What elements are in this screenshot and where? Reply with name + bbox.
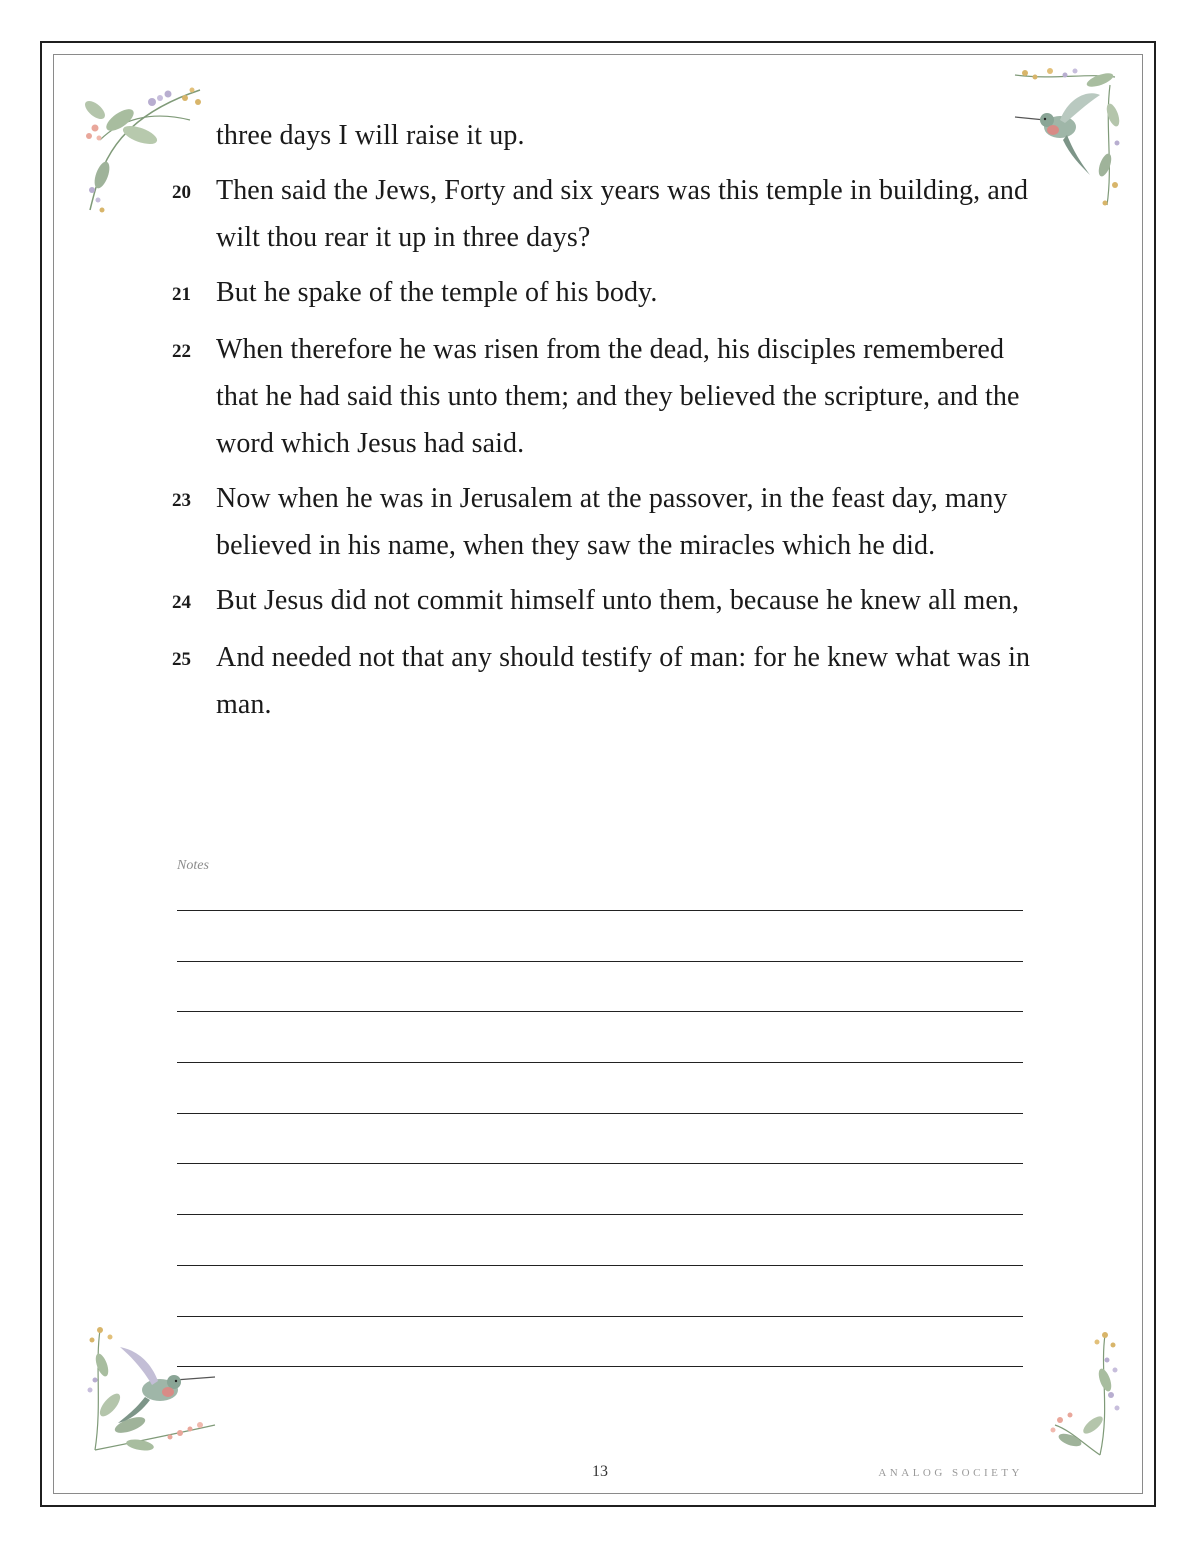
verse-text: And needed not that any should testify of man: for he knew what was in man. bbox=[216, 642, 1031, 720]
verse-text: three days I will raise it up. bbox=[216, 120, 525, 151]
note-line[interactable] bbox=[177, 1366, 1023, 1367]
note-line[interactable] bbox=[177, 1113, 1023, 1114]
note-line[interactable] bbox=[177, 1316, 1023, 1317]
verse-number: 21 bbox=[172, 284, 191, 305]
verse-number: 20 bbox=[172, 182, 191, 203]
brand-name: ANALOG SOCIETY bbox=[878, 1467, 1023, 1479]
verse bbox=[172, 112, 1032, 159]
verse bbox=[172, 269, 1032, 318]
note-line[interactable] bbox=[177, 1062, 1023, 1063]
verse-number: 22 bbox=[172, 341, 191, 362]
note-line[interactable] bbox=[177, 961, 1023, 962]
verse-number: 24 bbox=[172, 592, 191, 613]
note-line[interactable] bbox=[177, 910, 1023, 911]
verse bbox=[172, 634, 1032, 728]
verse-text: But Jesus did not commit himself unto them, because he knew all men, bbox=[216, 585, 1020, 616]
verse bbox=[172, 326, 1032, 467]
page-number: 13 bbox=[592, 1463, 608, 1480]
verse bbox=[172, 577, 1032, 626]
notes-lines[interactable] bbox=[177, 910, 1023, 1417]
verse-text: Then said the Jews, Forty and six years was this temple in building, and wilt thou rear it up in three days? bbox=[216, 175, 1029, 253]
note-line[interactable] bbox=[177, 1265, 1023, 1266]
verse bbox=[172, 475, 1032, 569]
verse-number: 25 bbox=[172, 649, 191, 670]
verse bbox=[172, 167, 1032, 261]
note-line[interactable] bbox=[177, 1011, 1023, 1012]
note-line[interactable] bbox=[177, 1163, 1023, 1164]
verse-number bbox=[172, 112, 216, 114]
verse-number: 23 bbox=[172, 490, 191, 511]
note-line[interactable] bbox=[177, 1214, 1023, 1215]
floral-corner-bottom-right bbox=[1045, 1330, 1125, 1460]
scripture-text bbox=[172, 112, 1032, 736]
verse-text: When therefore he was risen from the dead, his disciples remembered that he had said this unto them; and they believed the scripture, and the word which Jesus had said. bbox=[216, 334, 1020, 459]
verse-text: But he spake of the temple of his body. bbox=[216, 277, 658, 308]
notes-label: Notes bbox=[177, 858, 209, 873]
verse-text: Now when he was in Jerusalem at the passover, in the feast day, many believed in his name, when they saw the miracles which he did. bbox=[216, 483, 1008, 561]
